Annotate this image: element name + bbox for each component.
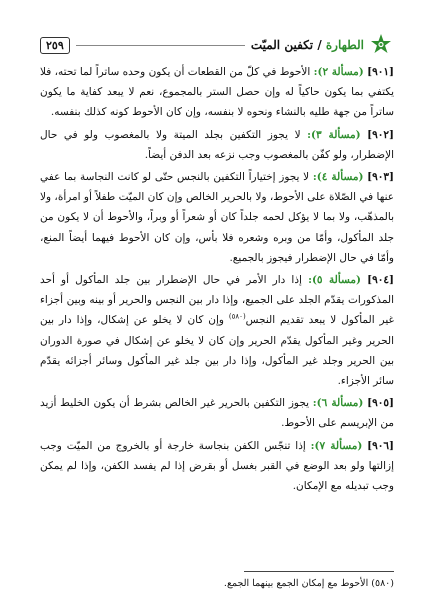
masala-text: الأحوط في كلّ من القطعات أن يكون وحده ساتراً لما تحته، فلا يكتفي بما يكون حاكياً له وإن حصل الستر بالمجموع، نعم لا يبعد كفاية ما يكون ساتراً من جهة طليه بالنشاء ونحوه لا بنفسه، وإن كان الأحوط كونه كذلك بنفسه. xyxy=(40,66,394,119)
masala-label: (مسألة ٧): xyxy=(310,439,363,452)
title-separator: / xyxy=(317,38,322,52)
masala-paragraph xyxy=(40,62,394,123)
masala-text: لا يجوز التكفين بجلد الميتة ولا بالمغصوب ولو في حال الإضطرار، ولو كفّن بالمغصوب وجب نزعه بعد الدفن أيضاً. xyxy=(40,128,394,161)
footnote xyxy=(40,577,394,591)
running-title xyxy=(251,38,364,52)
masala-paragraph xyxy=(40,167,394,268)
masala-text: يجوز التكفين بالحرير غير الخالص بشرط أن يكون الخليط أزيد من الإبريسم على الأحوط. xyxy=(40,397,394,430)
star-ornament-icon xyxy=(368,32,394,58)
footnote-text: الأحوط مع إمكان الجمع بينهما الجمع. xyxy=(223,578,372,589)
masala-paragraph xyxy=(40,270,394,391)
main-text xyxy=(40,62,394,498)
masala-label: (مسألة ٦): xyxy=(312,397,364,410)
subsection-title: تكفين الميّت xyxy=(250,38,314,52)
footnote-reference[interactable]: (٥٨٠) xyxy=(228,312,246,321)
masala-text-continued: وإن كان لا يخلو عن إشكال، وإذا دار بين الحرير وغير المأكول يقدّم الحرير وإن كان لا يخلو عن إشكال في صورة الدوران بين الحرير وجلد غير المأكول، وإذا دار بين جلد غير المأكول وسائر أجزائه يقدّم سائر الأجزاء. xyxy=(40,314,394,388)
masala-text: إذا تنجّس الكفن بنجاسة خارجة أو بالخروج من الميّت وجب إزالتها ولو بعد الوضع في القبر بغسل أو بقرض إذا لم يفسد الكفن، وإذا لم يمكن وجب تبديله مع الإمكان. xyxy=(40,439,394,493)
masala-number: [٩٠١] xyxy=(367,66,394,78)
masala-number: [٩٠٣] xyxy=(367,171,394,184)
masala-paragraph xyxy=(40,125,394,165)
masala-number: [٩٠٤] xyxy=(367,274,394,287)
header-rule xyxy=(76,45,245,46)
masala-number: [٩٠٦] xyxy=(367,439,394,452)
masala-text: إذا دار الأمر في حال الإضطرار بين جلد المأكول أو أحد المذكورات يقدّم الجلد على الجميع، وإذا دار بين النجس والحرير أو بينه وبين أجزاء غير المأكول لا يبعد تقديم النجس xyxy=(40,274,394,327)
masala-number: [٩٠٥] xyxy=(367,397,394,410)
masala-label: (مسألة ٤): xyxy=(312,171,364,184)
section-title: الطهارة xyxy=(325,38,364,52)
masala-label: (مسألة ٣): xyxy=(307,128,361,141)
footnote-number: (٥٨٠) xyxy=(371,578,394,589)
masala-label: (مسألة ٥): xyxy=(308,274,361,287)
masala-text: لا يجوز إختياراً التكفين بالنجس حتّى لو كانت النجاسة بما عفي عنها في الصّلاة على الأحوط، ولا بالحرير الخالص وإن كان الميّت طفلاً أو امرأة، ولا بالمذهّب، ولا بما لا يؤكل لحمه جلداً كان أو شعراً أو وبراً، والأحوط أن لا يكون من جلد المأكول، وأمّا من وبره وشعره فلا بأس، وإن كان الأحوط فيهما أيضاً المنع، وأمّا في حال الإضطرار فيجوز بالجميع. xyxy=(40,171,394,264)
page-number: ٢٥٩ xyxy=(40,37,70,54)
masala-paragraph xyxy=(40,436,394,497)
masala-number: [٩٠٢] xyxy=(367,128,394,141)
page-header xyxy=(40,34,394,56)
footnote-divider xyxy=(244,571,394,572)
masala-paragraph xyxy=(40,393,394,433)
masala-label: (مسألة ٢): xyxy=(313,66,364,78)
